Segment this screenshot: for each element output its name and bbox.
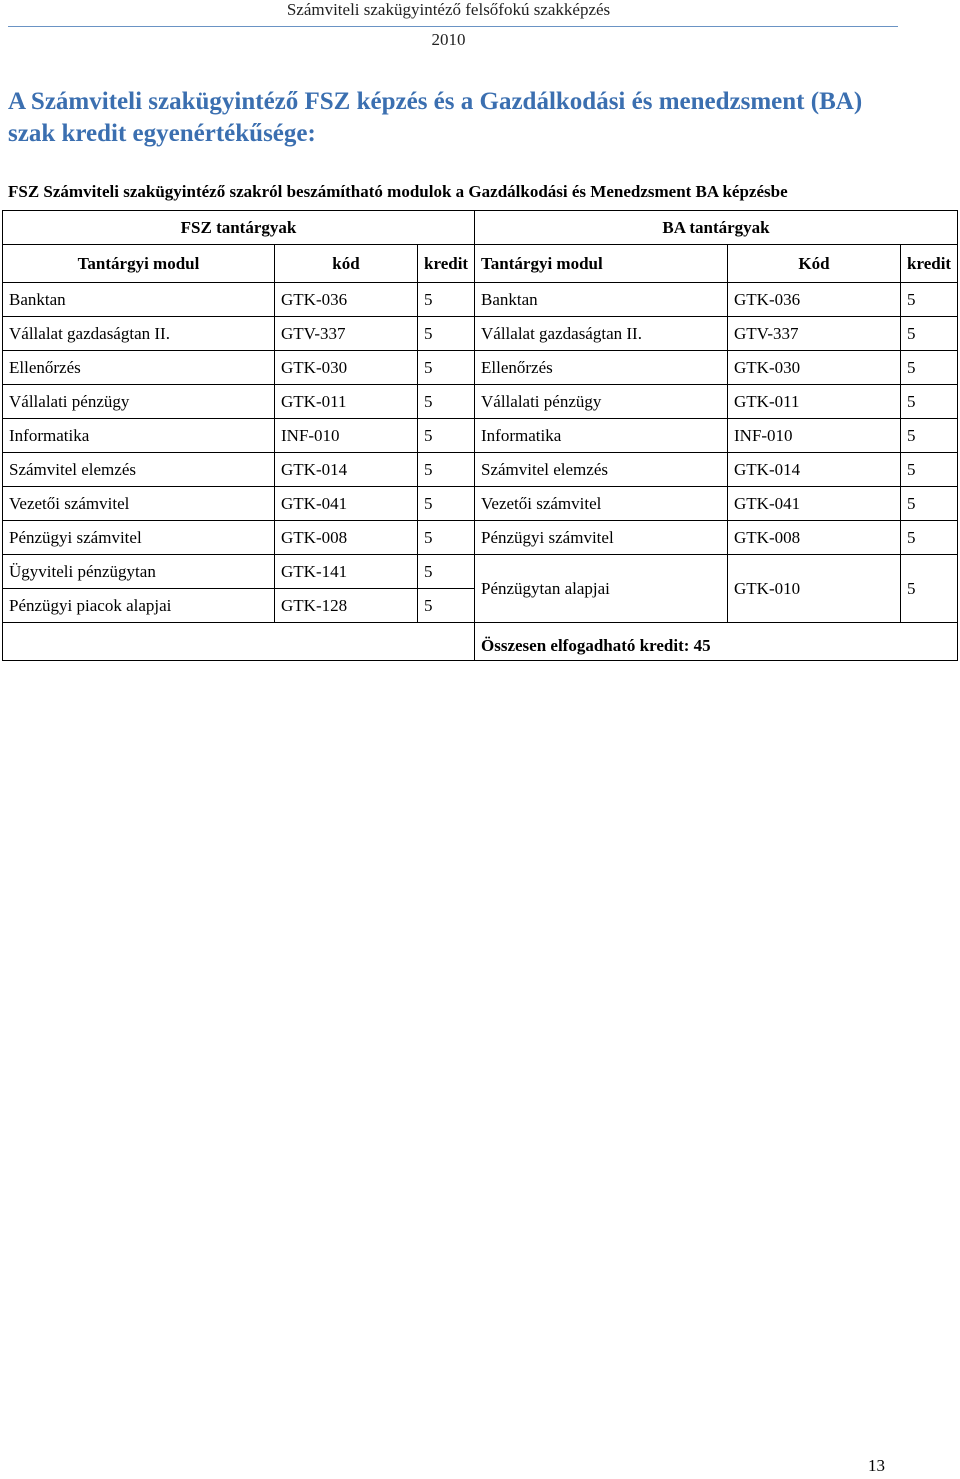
ba-module-cell: Banktan [475,283,728,317]
table-row [3,317,958,351]
fsz-module-cell: Informatika [3,419,275,453]
ba-module-cell: Informatika [475,419,728,453]
fsz-credit-cell: 5 [418,283,475,317]
ba-module-cell: Vállalati pénzügy [475,385,728,419]
fsz-module-cell: Pénzügyi számvitel [3,521,275,555]
ba-module-cell: Vezetői számvitel [475,487,728,521]
fsz-credit-cell: 5 [418,317,475,351]
ba-credit-cell: 5 [901,521,958,555]
group-header-fsz: FSZ tantárgyak [3,211,475,245]
table-caption: FSZ Számviteli szakügyintéző szakról beszámítható modulok a Gazdálkodási és Menedzsment BA képzésbe [8,182,788,201]
col-header-fsz-credit: kredit [418,245,475,283]
table-row [3,419,958,453]
col-header-ba-credit: kredit [901,245,958,283]
fsz-credit-cell: 5 [418,487,475,521]
fsz-credit-cell: 5 [418,521,475,555]
ba-credit-cell: 5 [901,317,958,351]
ba-module-cell: Ellenőrzés [475,351,728,385]
header-divider [8,26,898,27]
ba-credit-cell: 5 [901,351,958,385]
ba-credit-cell: 5 [901,487,958,521]
group-header-row [3,211,958,245]
ba-code-cell: GTK-008 [728,521,901,555]
col-header-fsz-code: kód [275,245,418,283]
fsz-code-cell: INF-010 [275,419,418,453]
group-header-ba: BA tantárgyak [475,211,958,245]
fsz-code-cell: GTV-337 [275,317,418,351]
page-header-title: Számviteli szakügyintéző felsőfokú szakképzés [286,0,611,19]
total-row [3,623,958,661]
fsz-code-cell: GTK-014 [275,453,418,487]
col-header-ba-code: Kód [728,245,901,283]
ba-credit-cell: 5 [901,283,958,317]
col-header-ba-module: Tantárgyi modul [475,245,728,283]
ba-credit-merged-cell: 5 [901,555,958,623]
table-row [3,385,958,419]
fsz-credit-cell: 5 [418,453,475,487]
credit-equivalence-table [2,210,958,661]
fsz-module-cell: Számvitel elemzés [3,453,275,487]
ba-credit-cell: 5 [901,385,958,419]
fsz-credit-cell: 5 [418,555,475,589]
ba-code-cell: GTV-337 [728,317,901,351]
fsz-credit-cell: 5 [418,351,475,385]
table-row [3,521,958,555]
table-row [3,487,958,521]
table-row [3,555,958,589]
fsz-module-cell: Vezetői számvitel [3,487,275,521]
fsz-module-cell: Vállalati pénzügy [3,385,275,419]
col-header-fsz-module: Tantárgyi modul [3,245,275,283]
fsz-code-cell: GTK-011 [275,385,418,419]
ba-code-cell: GTK-011 [728,385,901,419]
ba-credit-cell: 5 [901,453,958,487]
table-row [3,453,958,487]
fsz-module-cell: Ügyviteli pénzügytan [3,555,275,589]
fsz-code-cell: GTK-030 [275,351,418,385]
fsz-code-cell: GTK-128 [275,589,418,623]
fsz-code-cell: GTK-036 [275,283,418,317]
table-row [3,283,958,317]
total-credits: Összesen elfogadható kredit: 45 [475,623,958,661]
ba-module-cell: Vállalat gazdaságtan II. [475,317,728,351]
ba-code-merged-cell: GTK-010 [728,555,901,623]
ba-module-cell: Pénzügyi számvitel [475,521,728,555]
fsz-module-cell: Banktan [3,283,275,317]
ba-code-cell: GTK-030 [728,351,901,385]
ba-credit-cell: 5 [901,419,958,453]
fsz-code-cell: GTK-141 [275,555,418,589]
ba-module-cell: Számvitel elemzés [475,453,728,487]
table-row [3,351,958,385]
fsz-code-cell: GTK-041 [275,487,418,521]
page-header-year: 2010 [431,30,466,49]
fsz-code-cell: GTK-008 [275,521,418,555]
fsz-credit-cell: 5 [418,385,475,419]
page-number: 13 [868,1456,885,1475]
main-heading: A Számviteli szakügyintéző FSZ képzés és a Gazdálkodási és menedzsment (BA) szak kredit egyenértékűsége: [8,88,863,147]
ba-code-cell: GTK-036 [728,283,901,317]
fsz-module-cell: Ellenőrzés [3,351,275,385]
column-header-row [3,245,958,283]
fsz-credit-cell: 5 [418,589,475,623]
empty-total-cell [3,623,475,661]
fsz-credit-cell: 5 [418,419,475,453]
fsz-module-cell: Pénzügyi piacok alapjai [3,589,275,623]
ba-module-merged-cell: Pénzügytan alapjai [475,555,728,623]
ba-code-cell: GTK-014 [728,453,901,487]
ba-code-cell: INF-010 [728,419,901,453]
fsz-module-cell: Vállalat gazdaságtan II. [3,317,275,351]
ba-code-cell: GTK-041 [728,487,901,521]
